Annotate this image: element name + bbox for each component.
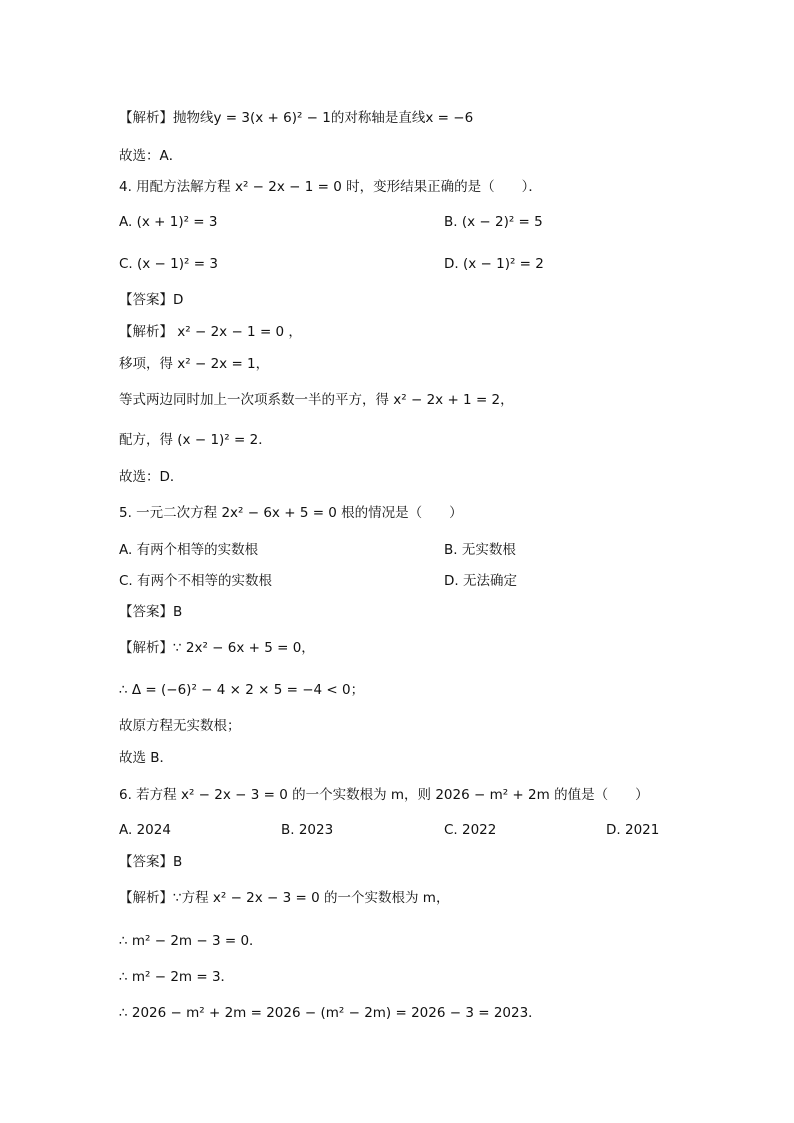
analysis-q4-line1: 【解析】 x² − 2x − 1 = 0 ， [119,324,302,340]
question-6: 6. 若方程 x² − 2x − 3 = 0 的一个实数根为 m，则 2026 − m² + 2m 的值是（ ） [119,787,649,803]
q6-option-c: C. 2022 [444,822,497,838]
answer-q5: 【答案】B [119,604,183,620]
analysis-q5-line3: 故原方程无实数根； [119,718,241,734]
q5-option-a: A. 有两个相等的实数根 [119,542,259,558]
q6-option-a: A. 2024 [119,822,171,838]
q6-option-d: D. 2021 [606,822,660,838]
q4-option-d: D. (x − 1)² = 2 [444,256,544,272]
choice-q5: 故选 B． [119,750,174,766]
analysis-q5-line2: ∴ Δ = (−6)² − 4 × 2 × 5 = −4 < 0； [119,682,365,698]
choice-q3: 故选：A． [119,148,183,164]
answer-q4: 【答案】D [119,292,184,308]
analysis-q3: 【解析】抛物线y = 3(x + 6)² − 1的对称轴是直线x = −6 [119,110,474,126]
analysis-q5-line1: 【解析】∵ 2x² − 6x + 5 = 0， [119,640,315,656]
analysis-q4-line3: 等式两边同时加上一次项系数一半的平方，得 x² − 2x + 1 = 2， [119,392,514,408]
analysis-q4-line4: 配方，得 (x − 1)² = 2． [119,432,272,448]
choice-q4: 故选：D． [119,469,184,485]
analysis-q6-line2: ∴ m² − 2m − 3 = 0． [119,933,263,949]
q5-option-b: B. 无实数根 [444,542,516,558]
answer-q6: 【答案】B [119,854,183,870]
analysis-q4-line2: 移项，得 x² − 2x = 1， [119,356,270,372]
analysis-q6-line1: 【解析】∵方程 x² − 2x − 3 = 0 的一个实数根为 m， [119,890,450,906]
question-5: 5. 一元二次方程 2x² − 6x + 5 = 0 根的情况是（ ） [119,505,463,521]
q4-option-b: B. (x − 2)² = 5 [444,214,543,230]
question-4: 4. 用配方法解方程 x² − 2x − 1 = 0 时，变形结果正确的是（ ）． [119,179,542,195]
q4-option-a: A. (x + 1)² = 3 [119,214,218,230]
analysis-q6-line3: ∴ m² − 2m = 3． [119,969,235,985]
q6-option-b: B. 2023 [281,822,334,838]
q5-option-c: C. 有两个不相等的实数根 [119,573,273,589]
q4-option-c: C. (x − 1)² = 3 [119,256,218,272]
analysis-q6-line4: ∴ 2026 − m² + 2m = 2026 − (m² − 2m) = 2026 − 3 = 2023． [119,1005,542,1021]
q5-option-d: D. 无法确定 [444,573,517,589]
